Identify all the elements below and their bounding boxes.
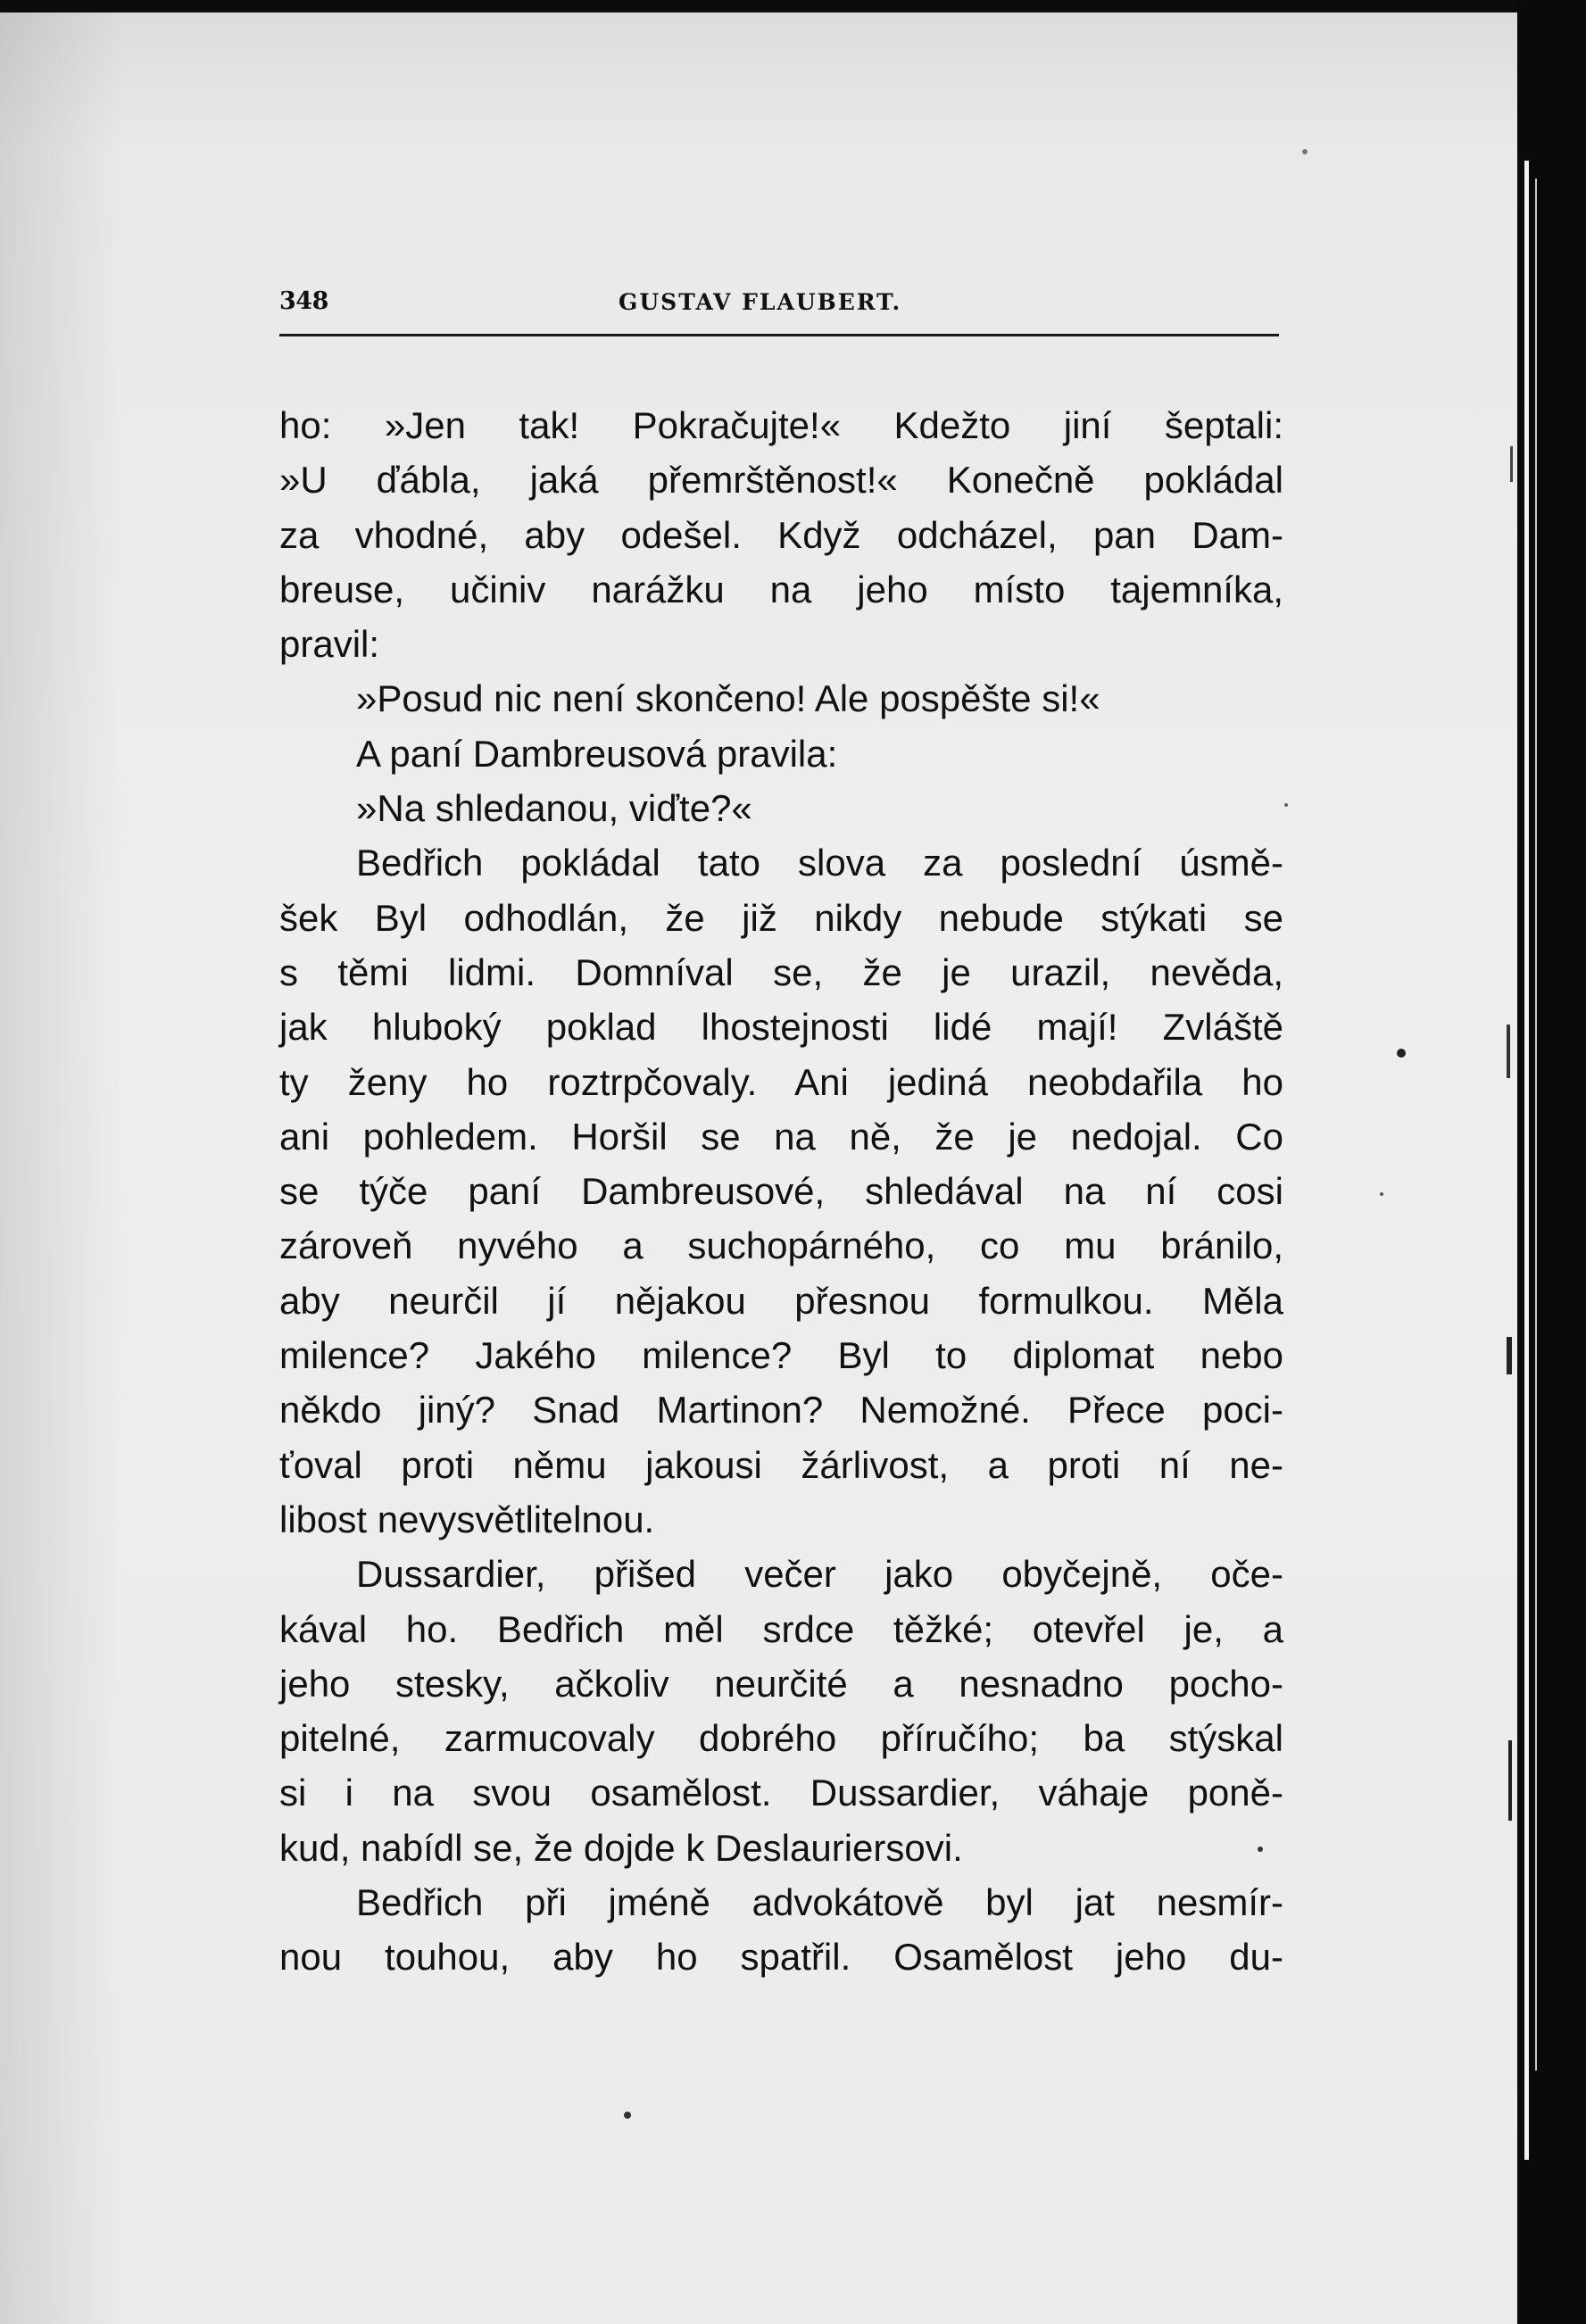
text-line: ho: »Jen tak! Pokračujte!« Kdežto jiní šeptali: [279, 404, 1283, 446]
text-line: jak hluboký poklad lhostejnosti lidé mají! Zvláště [279, 1006, 1283, 1049]
text-line: libost nevysvětlitelnou. [279, 1498, 655, 1540]
text-line: pitelné, zarmucovaly dobrého příručího; ba stýskal [279, 1717, 1283, 1760]
text-line: aby neurčil jí nějakou přesnou formulkou. Měla [279, 1279, 1283, 1322]
text-line: Bedřich při jméně advokátově byl jat nesmír- [356, 1881, 1283, 1924]
text-line: »U ďábla, jaká přemrštěnost!« Konečně pokládal [279, 459, 1283, 502]
running-head: GUSTAV FLAUBERT. [619, 289, 902, 315]
text-line: kával ho. Bedřich měl srdce těžké; otevřel je, a [279, 1607, 1283, 1650]
text-line: někdo jiný? Snad Martinon? Nemožné. Přece poci- [279, 1389, 1283, 1432]
text-line: za vhodné, aby odešel. Když odcházel, pan Dam- [279, 513, 1283, 556]
header-rule [279, 334, 1279, 336]
text-line: jeho stesky, ačkoliv neurčité a nesnadno pocho- [279, 1662, 1283, 1705]
text-line: Bedřich pokládal tato slova za poslední úsmě- [356, 842, 1283, 884]
page-number: 348 [279, 287, 328, 315]
text-line: Dussardier, přišed večer jako obyčejně, oče- [356, 1553, 1283, 1596]
text-line: ani pohledem. Horšil se na ně, že je nedojal. Co [279, 1115, 1283, 1158]
next-page-edge [1524, 161, 1529, 2160]
text-line: »Posud nic není skončeno! Ale pospěšte si!« [356, 677, 1100, 720]
text-line: pravil: [279, 623, 380, 666]
text-line: si i na svou osamělost. Dussardier, váhaje poně- [279, 1772, 1283, 1814]
body-text [279, 398, 1283, 1985]
text-line: se týče paní Dambreusové, shledával na ní cosi [279, 1170, 1283, 1213]
text-line: s těmi lidmi. Domníval se, že je urazil, nevěda, [279, 950, 1283, 993]
page-shadow [0, 12, 125, 2324]
text-line: milence? Jakého milence? Byl to diplomat nebo [279, 1334, 1283, 1377]
page-edge-line [1535, 178, 1537, 2071]
text-line: šek Byl odhodlán, že již nikdy nebude stýkati se [279, 896, 1283, 939]
text-line: kud, nabídl se, že dojde k Deslauriersovi. [279, 1826, 963, 1869]
text-line: ty ženy ho roztrpčovaly. Ani jediná neobdařila ho [279, 1060, 1283, 1103]
text-line: nou touhou, aby ho spatřil. Osamělost jeho du- [279, 1936, 1283, 1979]
text-line: breuse, učiniv narážku na jeho místo tajemníka, [279, 568, 1283, 610]
page-header [279, 287, 1279, 323]
text-line: ťoval proti němu jakousi žárlivost, a proti ní ne- [279, 1443, 1283, 1486]
text-line: zároveň nyvého a suchopárného, co mu bránilo, [279, 1224, 1283, 1267]
text-line: »Na shledanou, viďte?« [356, 787, 752, 830]
text-line: A paní Dambreusová pravila: [356, 732, 838, 775]
